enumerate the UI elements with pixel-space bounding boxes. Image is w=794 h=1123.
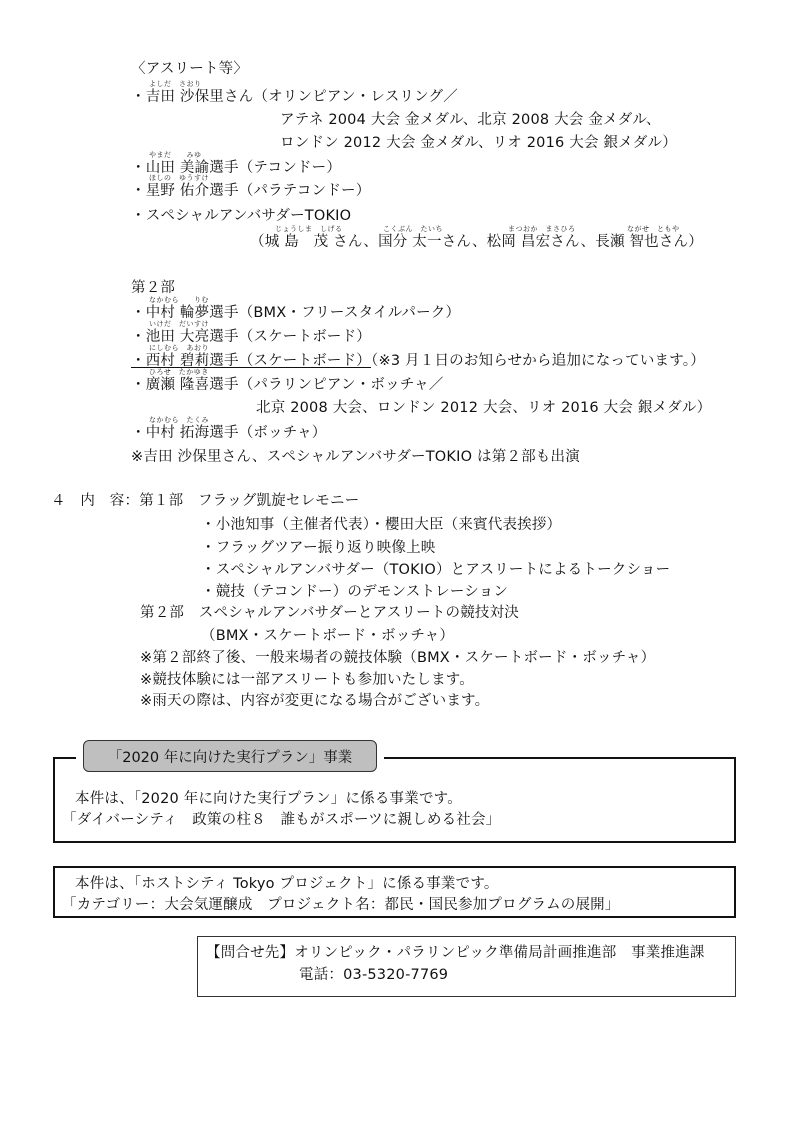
- athlete-yoshida: ・吉田 沙保里さん（オリンピアン・レスリング／: [131, 89, 458, 105]
- ruby-ikeda: いけだ だいすけ: [149, 320, 209, 328]
- ruby-nishimura: にしむら あおり: [149, 344, 209, 352]
- contents-note-2: ※競技体験には一部アスリートも参加いたします。: [140, 672, 475, 688]
- athlete-hirose: ・廣瀬 隆喜選手（パラリンピアン・ボッチャ／: [131, 377, 444, 393]
- part2-note: ※吉田 沙保里さん、スペシャルアンバサダーTOKIO は第２部も出演: [131, 449, 580, 465]
- ruby-matsuoka: まつおか まさひろ: [508, 225, 576, 233]
- athlete-yoshida-medals-1: アテネ 2004 大会 金メダル、北京 2008 大会 金メダル、: [280, 112, 661, 128]
- ruby-yoshida: よしだ さおり: [149, 80, 202, 88]
- ruby-joshima: じょうしま しげる: [275, 225, 343, 233]
- host-city-line-2: 「カテゴリー：大会気運醸成 プロジェクト名：都民・国民参加プログラムの展開」: [62, 897, 620, 913]
- contents-item-2: ・フラッグツアー振り返り映像上映: [201, 540, 436, 556]
- athlete-nishimura-note: （※3 月１日のお知らせから追加になっています。）: [371, 353, 705, 369]
- ruby-nagase: ながせ ともや: [627, 225, 680, 233]
- ruby-kokubun: こくぶん たいち: [383, 225, 443, 233]
- athlete-yamada: ・山田 美諭選手（テコンドー）: [131, 160, 342, 176]
- ruby-hoshino: ほしの ゆうすけ: [149, 174, 209, 182]
- tokio-members: （城 島 茂 さん、国分 太一さん、松岡 昌宏さん、長瀬 智也さん）: [250, 234, 703, 250]
- ruby-nakamura-rimu: なかむら りむ: [149, 296, 209, 304]
- athlete-ikeda: ・池田 大亮選手（スケートボード）: [131, 329, 372, 345]
- athlete-nakamura-takumi: ・中村 拓海選手（ボッチャ）: [131, 425, 327, 441]
- ruby-nakamura-takumi: なかむら たくみ: [149, 416, 209, 424]
- contents-item-3: ・スペシャルアンバサダー（TOKIO）とアスリートによるトークショー: [201, 562, 671, 578]
- contents-part2: 第２部 スペシャルアンバサダーとアスリートの競技対決: [140, 605, 520, 621]
- plan-box-line-2: 「ダイバーシティ 政策の柱８ 誰もがスポーツに親しめる社会」: [62, 812, 501, 828]
- athlete-hoshino: ・星野 佑介選手（パラテコンドー）: [131, 183, 371, 199]
- plan-box-line-1: 本件は、「2020 年に向けた実行プラン」に係る事業です。: [75, 791, 462, 807]
- plan-box-tab: [83, 740, 377, 772]
- athlete-nakamura-rimu: ・中村 輪夢選手（BMX・フリースタイルパーク）: [131, 305, 461, 321]
- contents-note-1: ※第２部終了後、一般来場者の競技体験（BMX・スケートボード・ボッチャ）: [140, 650, 656, 666]
- athlete-nishimura: [131, 352, 705, 370]
- part2-heading: 第２部: [131, 280, 176, 296]
- athlete-nishimura-underlined: ・西村 碧莉選手（スケートボード）: [131, 353, 372, 369]
- ruby-yamada: やまだ みゆ: [149, 151, 202, 159]
- athletes-heading: 〈アスリート等〉: [131, 61, 249, 77]
- host-city-line-1: 本件は、「ホストシティ Tokyo プロジェクト」に係る事業です。: [75, 876, 499, 892]
- athlete-hirose-medals: 北京 2008 大会、ロンドン 2012 大会、リオ 2016 大会 銀メダル）: [256, 400, 712, 416]
- contents-part2-detail: （BMX・スケートボード・ボッチャ）: [201, 628, 455, 644]
- contents-item-1: ・小池知事（主催者代表）・櫻田大臣（来賓代表挨拶）: [201, 517, 562, 533]
- contact-phone: 電話：03-5320-7769: [299, 967, 449, 983]
- plan-box-tab-label: 「2020 年に向けた実行プラン」事業: [107, 749, 353, 766]
- athlete-yoshida-medals-2: ロンドン 2012 大会 金メダル、リオ 2016 大会 銀メダル）: [280, 135, 677, 151]
- ruby-hirose: ひろせ たかゆき: [149, 368, 209, 376]
- contact-line-1: 【問合せ先】オリンピック・パラリンピック準備局計画推進部 事業推進課: [206, 945, 705, 961]
- contents-label: ４ 内 容：第１部 フラッグ凱旋セレモニー: [51, 493, 360, 509]
- tokio-line: ・スペシャルアンバサダーTOKIO: [131, 208, 352, 224]
- contents-item-4: ・競技（テコンドー）のデモンストレーション: [201, 584, 509, 600]
- contents-note-3: ※雨天の際は、内容が変更になる場合がございます。: [140, 693, 490, 709]
